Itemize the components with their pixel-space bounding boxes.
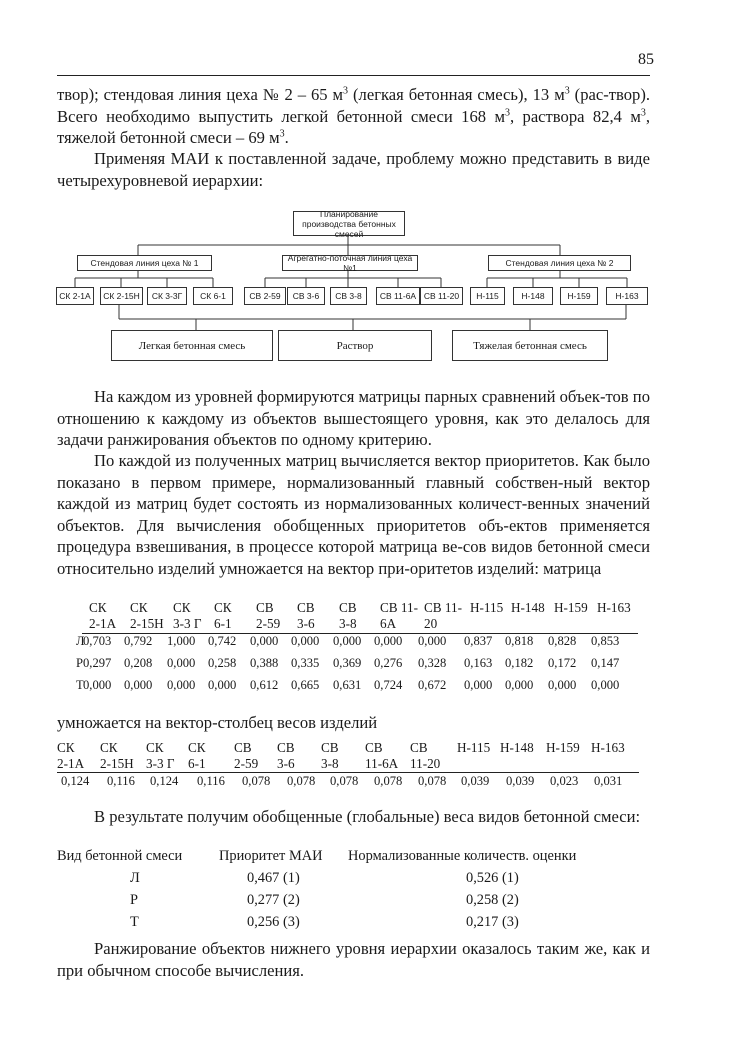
vector-col-header: Н-148 bbox=[500, 740, 534, 755]
vector-cell: 0,078 bbox=[242, 774, 271, 788]
matrix-cell: 0,818 bbox=[505, 634, 534, 648]
matrix-cell: 0,000 bbox=[418, 634, 447, 648]
vector-cell: 0,116 bbox=[197, 774, 225, 788]
hierarchy-diagram bbox=[0, 0, 750, 380]
paragraph-6: В результате получим обобщенные (глобальные) веса видов бетонной смеси: bbox=[94, 807, 641, 826]
vector-col-header: СК 3-3 Г bbox=[146, 740, 175, 771]
matrix-cell: 0,297 bbox=[83, 656, 112, 670]
weights-header-mai: Приоритет МАИ bbox=[219, 848, 323, 864]
matrix-cell: 0,000 bbox=[83, 678, 112, 692]
vector-col-header: СВ 11-20 bbox=[410, 740, 441, 771]
diagram-connectors bbox=[0, 0, 750, 380]
weights-row-mai: 0,467 (1) bbox=[247, 870, 300, 886]
diagram-level3-box: Н-115 bbox=[470, 287, 505, 305]
matrix-col-header: СК 6-1 bbox=[214, 600, 232, 631]
matrix-cell: 0,672 bbox=[418, 678, 447, 692]
diagram-level3-box: СВ 11-6А bbox=[376, 287, 420, 305]
matrix-col-header: СК 3-3 Г bbox=[173, 600, 202, 631]
matrix-cell: 0,000 bbox=[250, 634, 279, 648]
matrix-col-header: СВ 2-59 bbox=[256, 600, 281, 631]
matrix-cell: 0,328 bbox=[418, 656, 447, 670]
vector-cell: 0,023 bbox=[550, 774, 579, 788]
weights-row-mai: 0,256 (3) bbox=[247, 914, 300, 930]
diagram-level2-box: Агрегатно-поточная линия цеха №1 bbox=[282, 255, 418, 271]
vector-cell: 0,078 bbox=[287, 774, 316, 788]
diagram-level3-box: СК 2-1А bbox=[56, 287, 94, 305]
matrix-col-header: СК 2-1А bbox=[89, 600, 117, 631]
vector-col-header: Н-159 bbox=[546, 740, 580, 755]
matrix-cell: 0,335 bbox=[291, 656, 320, 670]
diagram-level3-box: Н-148 bbox=[513, 287, 553, 305]
weights-header-norm: Нормализованные количеств. оценки bbox=[348, 848, 577, 864]
matrix-cell: 0,792 bbox=[124, 634, 153, 648]
vector-col-header: СК 2-1А bbox=[57, 740, 85, 771]
matrix-col-header: СВ 3-6 bbox=[297, 600, 315, 631]
matrix-cell: 0,000 bbox=[291, 634, 320, 648]
paragraph-3: На каждом из уровней формируются матрицы парных сравнений объек-тов по отношению к каждому из объектов вышестоящего уровня, как это делалось для задачи ранжирования объектов по одному критерию. bbox=[57, 387, 650, 449]
paragraph-4: По каждой из полученных матриц вычисляется вектор приоритетов. Как было показано в первом примере, нормализованный главный собствен-ный вектор каждой из матриц будет состоять из нормализованных количест-венных значений объектов. Для вычисления обобщенных приоритетов объ-ектов применяется процедура взвешивания, в процессе которой матрица ве-сов видов бетонной смеси относительно изделий умножается на вектор при-оритетов изделий: матрица bbox=[57, 451, 650, 578]
matrix-cell: 0,000 bbox=[124, 678, 153, 692]
matrix-cell: 0,703 bbox=[83, 634, 112, 648]
vector-col-header: Н-115 bbox=[457, 740, 491, 755]
matrix-cell: 0,742 bbox=[208, 634, 237, 648]
diagram-root: Планирование производства бетонных смесей bbox=[293, 211, 405, 236]
vector-col-header: СВ 2-59 bbox=[234, 740, 259, 771]
weights-row-type: Т bbox=[130, 914, 139, 930]
vector-col-header: Н-163 bbox=[591, 740, 625, 755]
page-number: 85 bbox=[638, 51, 654, 68]
vector-cell: 0,039 bbox=[506, 774, 535, 788]
matrix-cell: 0,258 bbox=[208, 656, 237, 670]
matrix-cell: 0,000 bbox=[505, 678, 534, 692]
vector-cell: 0,078 bbox=[330, 774, 359, 788]
diagram-level4-box: Тяжелая бетонная смесь bbox=[452, 330, 608, 361]
vector-cell: 0,124 bbox=[150, 774, 179, 788]
weights-row-type: Л bbox=[130, 870, 140, 886]
matrix-cell: 0,631 bbox=[333, 678, 362, 692]
matrix-cell: 0,276 bbox=[374, 656, 403, 670]
matrix-cell: 0,665 bbox=[291, 678, 320, 692]
matrix-cell: 0,172 bbox=[548, 656, 577, 670]
matrix-cell: 0,208 bbox=[124, 656, 153, 670]
diagram-level4-box: Раствор bbox=[278, 330, 432, 361]
matrix-cell: 0,724 bbox=[374, 678, 403, 692]
matrix-cell: 0,000 bbox=[167, 678, 196, 692]
weights-row-norm: 0,258 (2) bbox=[466, 892, 519, 908]
diagram-level3-box: Н-159 bbox=[560, 287, 598, 305]
matrix-col-header: СК 2-15Н bbox=[130, 600, 164, 631]
matrix-cell: 0,000 bbox=[333, 634, 362, 648]
vector-col-header: СК 2-15Н bbox=[100, 740, 134, 771]
matrix-cell: 0,828 bbox=[548, 634, 577, 648]
matrix-cell: 0,000 bbox=[464, 678, 493, 692]
matrix-cell: 0,182 bbox=[505, 656, 534, 670]
vector-col-header: СВ 3-6 bbox=[277, 740, 295, 771]
vector-cell: 0,116 bbox=[107, 774, 135, 788]
matrix-row-label: Т bbox=[76, 678, 84, 692]
matrix-cell: 0,163 bbox=[464, 656, 493, 670]
matrix-cell: 0,147 bbox=[591, 656, 620, 670]
vector-cell: 0,078 bbox=[418, 774, 447, 788]
matrix-cell: 0,853 bbox=[591, 634, 620, 648]
matrix-cell: 0,612 bbox=[250, 678, 279, 692]
matrix-cell: 0,837 bbox=[464, 634, 493, 648]
paragraph-1: твор); стендовая линия цеха № 2 – 65 $м^3$ (легкая бетонная смесь), 13 $м^3$ (рас-твор). Всего необходимо выпустить легкой бетонной смеси 168 $м^3$, раствора 82,4 $м^3$, тяжелой бетонной смеси – 69 $м^3$. bbox=[57, 85, 650, 147]
diagram-level3-box: СВ 2-59 bbox=[244, 287, 286, 305]
vector-cell: 0,031 bbox=[594, 774, 623, 788]
matrix-col-header: Н-115 bbox=[470, 600, 504, 615]
matrix-cell: 0,000 bbox=[548, 678, 577, 692]
matrix-cell: 0,369 bbox=[333, 656, 362, 670]
diagram-level2-box: Стендовая линия цеха № 1 bbox=[77, 255, 212, 271]
matrix-cell: 0,000 bbox=[208, 678, 237, 692]
vector-header-rule bbox=[57, 772, 639, 773]
matrix-cell: 0,000 bbox=[374, 634, 403, 648]
matrix-cell: 0,000 bbox=[591, 678, 620, 692]
vector-cell: 0,124 bbox=[61, 774, 90, 788]
matrix-col-header: Н-148 bbox=[511, 600, 545, 615]
matrix-row-label: Л bbox=[76, 634, 85, 648]
matrix-col-header: СВ 3-8 bbox=[339, 600, 357, 631]
matrix-col-header: СВ 11- 6А bbox=[380, 600, 418, 631]
weights-row-norm: 0,217 (3) bbox=[466, 914, 519, 930]
diagram-level3-box: СК 6-1 bbox=[193, 287, 233, 305]
diagram-level4-box: Легкая бетонная смесь bbox=[111, 330, 273, 361]
matrix-col-header: Н-163 bbox=[597, 600, 631, 615]
paragraph-7: Ранжирование объектов нижнего уровня иерархии оказалось таким же, как и при обычном способе вычисления. bbox=[57, 939, 650, 980]
matrix-cell: 0,388 bbox=[250, 656, 279, 670]
diagram-level3-box: СВ 11-20 bbox=[420, 287, 463, 305]
diagram-level3-box: СВ 3-8 bbox=[330, 287, 367, 305]
diagram-level3-box: Н-163 bbox=[606, 287, 648, 305]
diagram-level2-box: Стендовая линия цеха № 2 bbox=[488, 255, 631, 271]
vector-col-header: СВ 11-6А bbox=[365, 740, 399, 771]
diagram-level3-box: СК 2-15Н bbox=[100, 287, 143, 305]
weights-header-type: Вид бетонной смеси bbox=[57, 848, 183, 864]
matrix-cell: 1,000 bbox=[167, 634, 196, 648]
vector-cell: 0,039 bbox=[461, 774, 490, 788]
vector-col-header: СК 6-1 bbox=[188, 740, 206, 771]
vector-cell: 0,078 bbox=[374, 774, 403, 788]
weights-row-type: Р bbox=[130, 892, 139, 908]
weights-row-mai: 0,277 (2) bbox=[247, 892, 300, 908]
matrix-col-header: Н-159 bbox=[554, 600, 588, 615]
paragraph-2: Применяя МАИ к поставленной задаче, проблему можно представить в виде четырехуровневой иерархии: bbox=[57, 149, 650, 190]
vector-col-header: СВ 3-8 bbox=[321, 740, 339, 771]
matrix-col-header: СВ 11- 20 bbox=[424, 600, 462, 631]
matrix-row-label: Р bbox=[76, 656, 84, 670]
weights-row-norm: 0,526 (1) bbox=[466, 870, 519, 886]
matrix-cell: 0,000 bbox=[167, 656, 196, 670]
diagram-level3-box: СК 3-3Г bbox=[147, 287, 187, 305]
diagram-level3-box: СВ 3-6 bbox=[287, 287, 325, 305]
paragraph-5: умножается на вектор-столбец весов изделий bbox=[57, 713, 378, 732]
